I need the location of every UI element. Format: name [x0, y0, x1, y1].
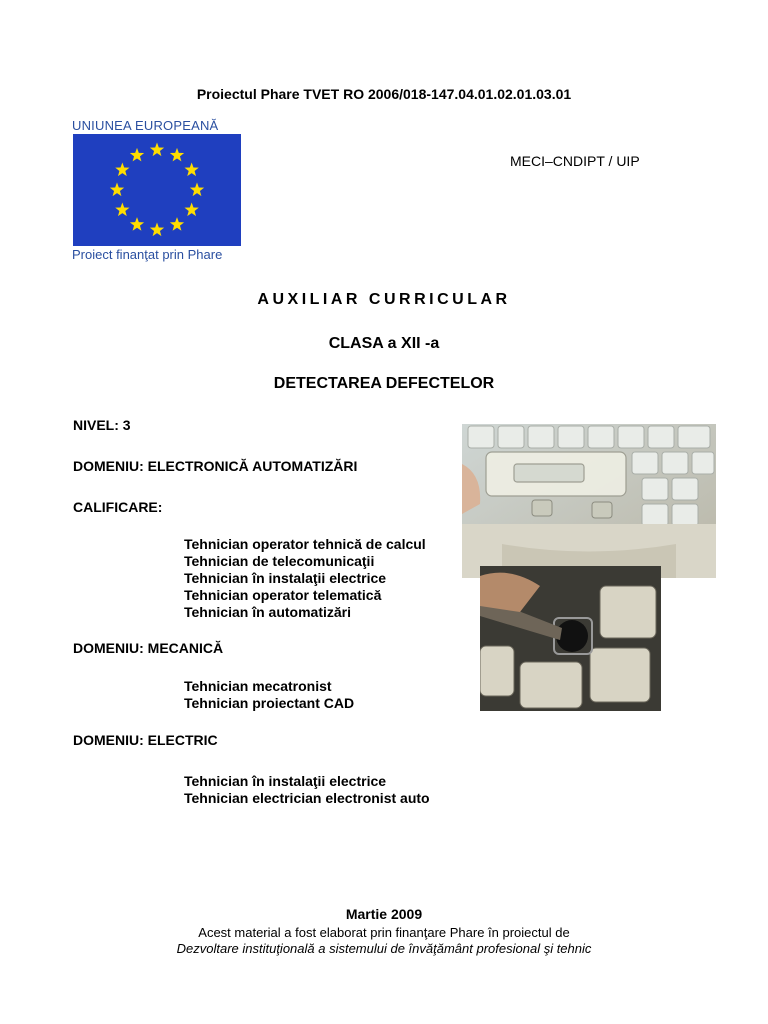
qualification-label: CALIFICARE: — [73, 499, 163, 515]
eu-caption: Proiect finanţat prin Phare — [72, 247, 223, 262]
project-code: Proiectul Phare TVET RO 2006/018-147.04.01.02.01.03.01 — [196, 86, 572, 102]
qualification-item: Tehnician operator tehnică de calcul — [184, 536, 426, 552]
agency-label: MECI–CNDIPT / UIP — [510, 153, 640, 169]
keyboard-photo — [462, 424, 716, 578]
subject-title: DETECTAREA DEFECTELOR — [273, 375, 495, 392]
qualification-item: Tehnician în instalaţii electrice — [184, 570, 387, 586]
domain-label: DOMENIU: ELECTRONICĂ AUTOMATIZĂRI — [73, 458, 358, 474]
qualification-item: Tehnician în instalaţii electrice — [184, 773, 387, 789]
domain-label: DOMENIU: ELECTRIC — [73, 732, 218, 748]
eu-flag-graphic — [73, 134, 241, 246]
screwdriver-key-photo — [480, 566, 661, 711]
qualification-item: Tehnician mecatronist — [184, 678, 332, 694]
qualification-item: Tehnician proiectant CAD — [184, 695, 355, 711]
qualification-item: Tehnician operator telematică — [184, 587, 382, 603]
main-title: AUXILIAR CURRICULAR — [257, 291, 511, 308]
funding-note-line2: Dezvoltare instituţională a sistemului de învăţământ profesional şi tehnic — [176, 941, 592, 956]
funding-note-line1: Acest material a fost elaborat prin finanţare Phare în proiectul de — [198, 925, 570, 940]
class-title: CLASA a XII -a — [328, 335, 440, 352]
eu-flag-icon — [73, 134, 241, 246]
qualification-item: Tehnician electrician electronist auto — [184, 790, 430, 806]
qualification-item: Tehnician de telecomunicaţii — [184, 553, 375, 569]
domain-label: DOMENIU: MECANICĂ — [73, 640, 224, 656]
date-label: Martie 2009 — [345, 906, 423, 922]
qualification-item: Tehnician în automatizări — [184, 604, 351, 620]
level-label: NIVEL: 3 — [73, 417, 131, 433]
eu-title: UNIUNEA EUROPEANĂ — [72, 118, 219, 133]
